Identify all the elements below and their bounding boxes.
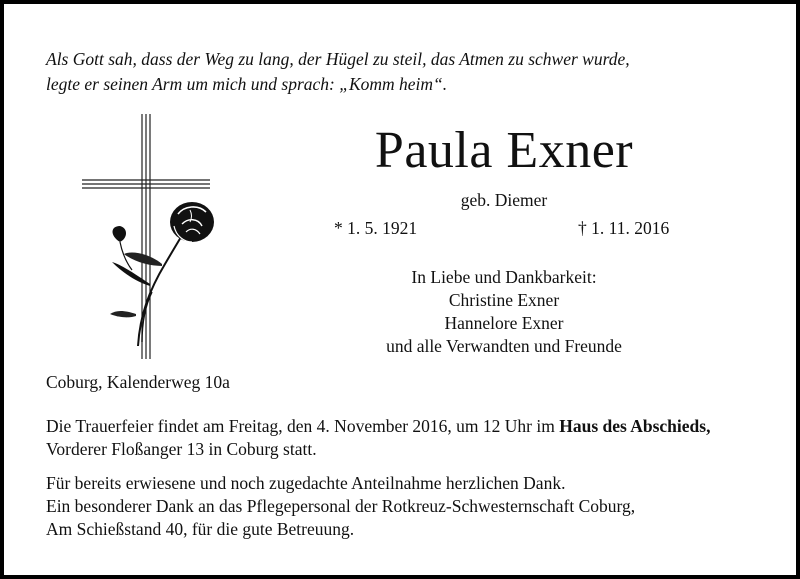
mourner-name: und alle Verwandten und Freunde xyxy=(386,336,622,356)
thanks-line-2: Ein besonderer Dank an das Pflegepersonal der Rotkreuz-Schwesternschaft Coburg, xyxy=(46,496,636,516)
birth-name: geb. Diemer xyxy=(460,190,548,210)
funeral-venue: Haus des Abschieds, xyxy=(559,416,711,436)
memorial-quote xyxy=(46,47,766,97)
quote-line-1: Als Gott sah, dass der Weg zu lang, der Hügel zu steil, das Atmen zu schwer wurde, xyxy=(46,49,630,69)
mourners-block xyxy=(304,266,704,358)
thanks-line-3: Am Schießstand 40, für die gute Betreuung. xyxy=(46,519,355,539)
mourner-name: Christine Exner xyxy=(448,290,560,310)
thanks-line-1: Für bereits erwiesene und noch zugedachte Anteilnahme herzlichen Dank. xyxy=(46,473,566,493)
funeral-info xyxy=(46,415,776,461)
funeral-text: Die Trauerfeier findet am Freitag, den 4. November 2016, um 12 Uhr im xyxy=(46,416,560,436)
mourner-name: Hannelore Exner xyxy=(444,313,564,333)
birth-date: * 1. 5. 1921 xyxy=(334,218,418,238)
thanks-paragraph xyxy=(46,472,776,541)
cross-with-rose-icon xyxy=(80,114,220,364)
quote-line-2: legte er seinen Arm um mich und sprach: „Komm heim“. xyxy=(46,74,448,94)
family-address: Coburg, Kalenderweg 10a xyxy=(46,372,230,392)
death-date: † 1. 11. 2016 xyxy=(578,218,670,238)
funeral-line-2: Vorderer Floßanger 13 in Coburg statt. xyxy=(46,439,317,459)
deceased-name: Paula Exner xyxy=(374,122,634,179)
funeral-line-1 xyxy=(46,415,776,438)
mourners-intro: In Liebe und Dankbarkeit: xyxy=(411,267,597,287)
